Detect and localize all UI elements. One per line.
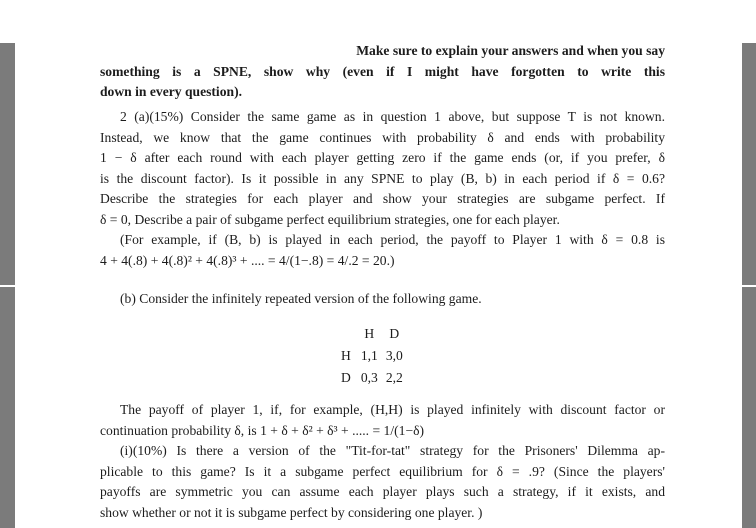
q2a-line: is the discount factor). Is it possible in any SPNE to play (B, b) in each period if δ = 0.6? bbox=[100, 170, 665, 186]
question-2a bbox=[100, 107, 665, 271]
col-header: H bbox=[364, 326, 375, 341]
matrix-cell: 1,1 bbox=[360, 348, 378, 363]
instruction-line-2: something is a SPNE, show why (even if I might have forgotten to write this bbox=[100, 63, 665, 79]
question-2b-body bbox=[100, 400, 665, 523]
row-header: H bbox=[341, 348, 351, 363]
document-page bbox=[15, 43, 742, 528]
q2a-line: Describe the strategies for each player and show your strategies are subgame perfect. If bbox=[100, 191, 665, 206]
q2bi-line: plicable to this game? Is it a subgame perfect equilibrium for δ = .9? (Since the players' bbox=[100, 463, 665, 479]
q2bi-line: (i)(10%) Is there a version of the "Tit-for-tat" strategy for the Prisoners' Dilemma ap- bbox=[120, 443, 665, 458]
matrix-corner bbox=[337, 323, 357, 345]
matrix-row bbox=[337, 367, 407, 389]
payoff-line-1: The payoff of player 1, if, for example, (H,H) is played infinitely with discount factor or bbox=[120, 402, 665, 417]
q2a-example-line-1: (For example, if (B, b) is played in each period, the payoff to Player 1 with δ = 0.8 is bbox=[120, 232, 665, 247]
matrix-cell: 2,2 bbox=[385, 370, 403, 385]
q2a-example-line-2: 4 + 4(.8) + 4(.8)² + 4(.8)³ + .... = 4/(1−.8) = 4/.2 = 20.) bbox=[100, 252, 395, 268]
matrix-row bbox=[337, 345, 407, 367]
left-gutter-top bbox=[0, 43, 15, 285]
instruction-line-1: Make sure to explain your answers and when you say bbox=[356, 43, 665, 58]
col-header: D bbox=[389, 326, 400, 341]
right-gutter-top bbox=[742, 43, 756, 285]
right-gutter-bottom bbox=[742, 287, 756, 528]
q2b-intro-text: (b) Consider the infinitely repeated version of the following game. bbox=[120, 291, 482, 306]
matrix-cell: 0,3 bbox=[360, 370, 378, 385]
q2bi-line: show whether or not it is subgame perfect by considering one player. ) bbox=[100, 504, 483, 520]
row-header: D bbox=[341, 370, 351, 385]
q2a-line: Instead, we know that the game continues with probability δ and ends with probability bbox=[100, 129, 665, 145]
matrix-header-row bbox=[337, 323, 407, 345]
q2a-line: 1 − δ after each round with each player getting zero if the game ends (or, if you prefer, δ bbox=[100, 150, 665, 165]
top-margin bbox=[0, 0, 756, 43]
instruction-line-3: down in every question). bbox=[100, 84, 242, 99]
payoff-line-2: continuation probability δ, is 1 + δ + δ² + δ³ + ..... = 1/(1−δ) bbox=[100, 422, 425, 438]
q2a-line: δ = 0, Describe a pair of subgame perfect equilibrium strategies, one for each player. bbox=[100, 211, 560, 227]
instruction-block bbox=[100, 41, 665, 103]
q2bi-line: payoffs are symmetric you can assume each player plays such a strategy, if it exists, and bbox=[100, 484, 665, 499]
question-2b-intro bbox=[100, 289, 665, 310]
payoff-matrix bbox=[337, 323, 407, 389]
matrix-cell: 3,0 bbox=[385, 348, 403, 363]
q2a-line: 2 (a)(15%) Consider the same game as in question 1 above, but suppose T is not known. bbox=[120, 109, 665, 124]
left-gutter-bottom bbox=[0, 287, 15, 528]
